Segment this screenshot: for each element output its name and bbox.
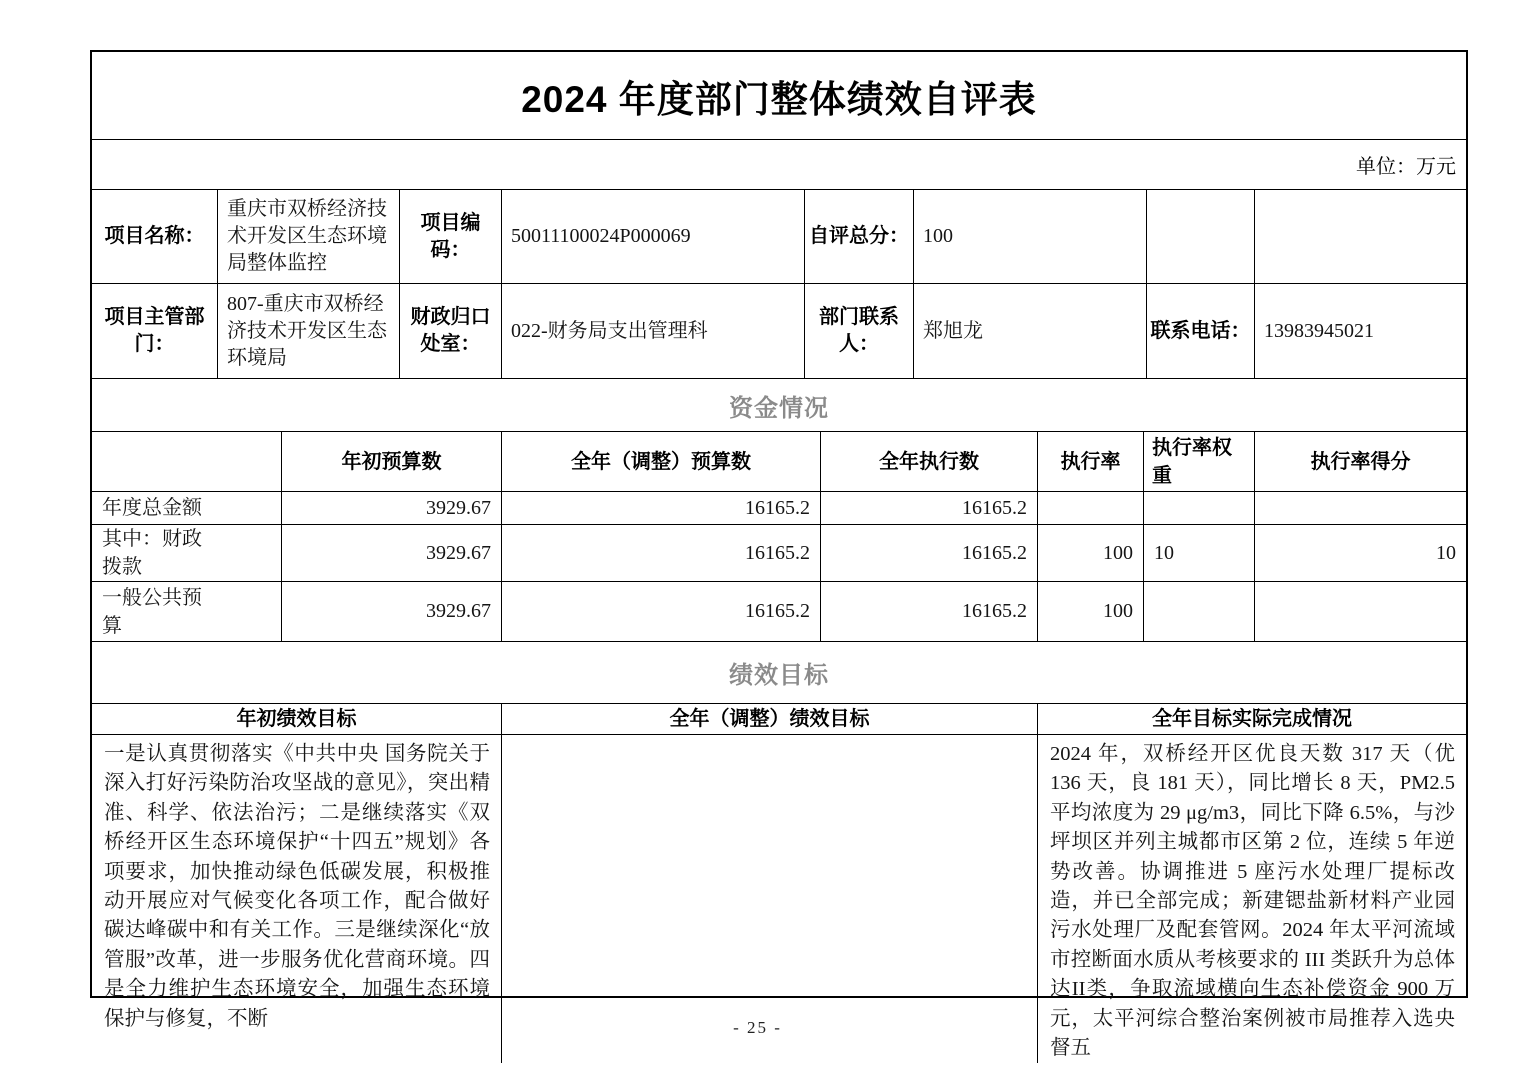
finance-office-label: 财政归口处室： — [400, 284, 502, 378]
dept-value: 807-重庆市双桥经济技术开发区生态环境局 — [218, 284, 400, 378]
project-code-label: 项目编码： — [400, 190, 502, 283]
project-info-row-1 — [92, 190, 1466, 284]
funding-row-label: 一般公共预算 — [92, 582, 282, 641]
rate-score-value — [1255, 582, 1466, 641]
title-row — [92, 52, 1466, 140]
rate-score-value — [1255, 492, 1466, 524]
adjusted-budget-value: 16165.2 — [502, 525, 821, 581]
funding-header-row — [92, 432, 1466, 492]
unit-row — [92, 140, 1466, 190]
project-name-label: 项目名称： — [92, 190, 218, 283]
funding-row-label: 年度总金额 — [92, 492, 282, 524]
page-title: 2024 年度部门整体绩效自评表 — [521, 78, 1037, 120]
funding-row-total — [92, 492, 1466, 525]
execution-rate-value: 100 — [1038, 582, 1144, 641]
empty-header-cell — [92, 432, 282, 491]
project-name-value: 重庆市双桥经济技术开发区生态环境局整体监控 — [218, 190, 400, 283]
rate-score-value: 10 — [1436, 541, 1456, 564]
col-adjusted-goals: 全年（调整）绩效目标 — [502, 704, 1038, 734]
rate-weight-value: 10 — [1144, 525, 1255, 581]
goals-header-row — [92, 704, 1466, 735]
executed-value: 16165.2 — [821, 582, 1038, 641]
unit-label: 单位：万元 — [1356, 156, 1456, 178]
col-rate-weight: 执行率权重 — [1144, 432, 1255, 491]
empty-cell — [1255, 190, 1466, 283]
funding-row-label: 其中：财政拨款 — [92, 525, 282, 581]
finance-office-value: 022-财务局支出管理科 — [502, 284, 805, 378]
col-actual-completion: 全年目标实际完成情况 — [1152, 708, 1352, 730]
empty-cell — [1147, 190, 1255, 283]
goals-section-title: 绩效目标 — [729, 662, 829, 689]
rate-weight-value — [1144, 492, 1255, 524]
goals-body-row — [92, 735, 1466, 1063]
initial-budget-value: 3929.67 — [282, 525, 502, 581]
self-score-value: 100 — [914, 190, 1147, 283]
rate-weight-value — [1144, 582, 1255, 641]
self-score-label: 自评总分： — [805, 190, 914, 283]
contact-value: 郑旭龙 — [914, 284, 1147, 378]
project-code-value: 50011100024P000069 — [502, 190, 805, 283]
funding-section-title: 资金情况 — [729, 394, 829, 422]
initial-budget-value: 3929.67 — [282, 492, 502, 524]
page-number: - 25 - — [733, 1018, 782, 1037]
funding-row-fiscal — [92, 525, 1466, 582]
col-executed: 全年执行数 — [821, 432, 1038, 491]
initial-budget-value: 3929.67 — [282, 582, 502, 641]
executed-value: 16165.2 — [821, 525, 1038, 581]
self-evaluation-table — [90, 50, 1468, 1060]
dept-label: 项目主管部门： — [92, 284, 218, 378]
adjusted-budget-value: 16165.2 — [502, 492, 821, 524]
col-rate-score: 执行率得分 — [1310, 450, 1411, 473]
phone-value: 13983945021 — [1264, 319, 1374, 342]
adjusted-goals-text — [502, 735, 1038, 1063]
col-execution-rate: 执行率 — [1038, 432, 1144, 491]
col-adjusted-budget: 全年（调整）预算数 — [502, 432, 821, 491]
project-info-row-2 — [92, 284, 1466, 379]
funding-row-public-budget — [92, 582, 1466, 642]
goals-section-row — [92, 642, 1466, 704]
adjusted-budget-value: 16165.2 — [502, 582, 821, 641]
executed-value: 16165.2 — [821, 492, 1038, 524]
execution-rate-value — [1038, 492, 1144, 524]
initial-goals-text: 一是认真贯彻落实《中共中央 国务院关于深入打好污染防治攻坚战的意见》，突出精准、科学、依法治污；二是继续落实《双桥经开区生态环境保护“十四五”规划》各项要求，加快推动绿色低碳发展，积极推动开展应对气候变化各项工作，配合做好碳达峰碳中和有关工作。三是继续深化“放管服”改革，进一步服务优化营商环境。四是全力维护生态环境安全，加强生态环境保护与修复，不断 — [92, 735, 502, 1063]
actual-completion-text: 2024 年，双桥经开区优良天数 317 天（优 136 天，良 181 天），同比增长 8 天，PM2.5 平均浓度为 29 μg/m3，同比下降 6.5%，与沙坪坝区并列主城都市区第 2 位，连续 5 年逆势改善。协调推进 5 座污水处理厂提标改造，并已全部完成；新建锶盐新材料产业园污水处理厂及配套管网。2024 年太平河流域市控断面水质从考核要求的 III 类跃升为总体达II类，争取流域横向生态补偿资金 900 万元，太平河综合整治案例被市局推荐入选央督五 — [1050, 743, 1455, 1060]
execution-rate-value: 100 — [1038, 525, 1144, 581]
phone-label: 联系电话： — [1147, 284, 1255, 378]
contact-label: 部门联系人： — [805, 284, 914, 378]
col-initial-goals: 年初绩效目标 — [92, 704, 502, 734]
funding-section-row — [92, 379, 1466, 432]
col-initial-budget: 年初预算数 — [282, 432, 502, 491]
